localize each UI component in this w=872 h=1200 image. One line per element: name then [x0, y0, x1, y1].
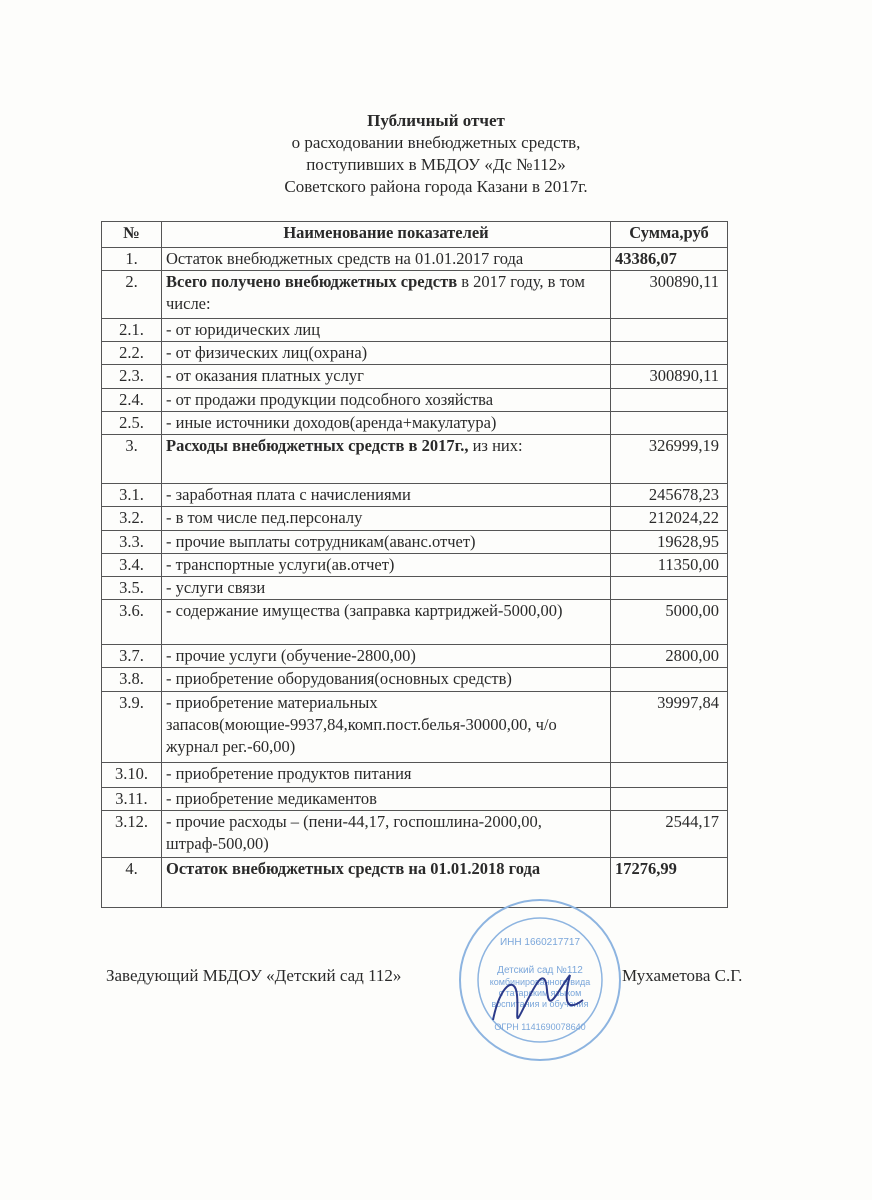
- row-sum: [611, 389, 728, 412]
- row-number: 2.3.: [102, 365, 162, 389]
- svg-text:комбинированного вида: комбинированного вида: [489, 977, 591, 987]
- report-subtitle-1: о расходовании внебюджетных средств,: [291, 133, 581, 152]
- table-row: [102, 600, 728, 645]
- row-number: 3.6.: [102, 600, 162, 645]
- row-name: [162, 435, 611, 484]
- svg-text:воспитания и обучения: воспитания и обучения: [491, 999, 589, 1009]
- row-name: [162, 692, 611, 763]
- svg-text:ИНН 1660217717: ИНН 1660217717: [499, 937, 581, 948]
- row-number: 3.1.: [102, 484, 162, 507]
- row-name: [162, 507, 611, 531]
- table-row: [102, 319, 728, 342]
- row-name-text: - приобретение материальных запасов(моющие-9937,84,комп.пост.белья-30000,00, ч/о журнал рег.-60,00): [166, 693, 557, 756]
- row-sum: [611, 577, 728, 600]
- row-name-text: - от физических лиц(охрана): [166, 343, 368, 362]
- svg-text:с татарским языком: с татарским языком: [498, 988, 582, 998]
- row-name-bold: Расходы внебюджетных средств в 2017г.,: [166, 436, 469, 455]
- row-sum: 245678,23: [611, 484, 728, 507]
- row-name: [162, 389, 611, 412]
- table-row: [102, 811, 728, 858]
- row-name-text: - услуги связи: [166, 578, 266, 597]
- svg-text:ОГРН 1141690078640: ОГРН 1141690078640: [494, 1022, 586, 1032]
- row-name-text: - прочие расходы – (пени-44,17, госпошлина-2000,00, штраф-500,00): [166, 812, 542, 853]
- row-sum: [611, 763, 728, 788]
- row-sum: [611, 342, 728, 365]
- row-name: [162, 248, 611, 271]
- row-name: [162, 645, 611, 668]
- row-sum: 326999,19: [611, 435, 728, 484]
- table-row: [102, 389, 728, 412]
- table-header: [102, 222, 728, 248]
- row-sum: [611, 412, 728, 435]
- row-name-bold: Всего получено внебюджетных средств: [166, 272, 458, 291]
- header-name: Наименование показателей: [162, 222, 611, 248]
- table-row: [102, 668, 728, 692]
- report-subtitle-2: поступивших в МБДОУ «Дс №112»: [306, 155, 566, 174]
- table-row: [102, 645, 728, 668]
- report-heading: Публичный отчет: [367, 111, 505, 130]
- row-name: [162, 342, 611, 365]
- row-name: [162, 319, 611, 342]
- row-number: 2.5.: [102, 412, 162, 435]
- table-row: [102, 365, 728, 389]
- table-row: [102, 531, 728, 554]
- official-stamp: [455, 895, 625, 1065]
- report-subtitle-3: Советского района города Казани в 2017г.: [284, 177, 588, 196]
- row-number: 4.: [102, 858, 162, 908]
- row-name: [162, 788, 611, 811]
- table-row: [102, 788, 728, 811]
- row-number: 2.4.: [102, 389, 162, 412]
- row-name-text: - в том числе пед.персоналу: [166, 508, 363, 527]
- row-name: [162, 668, 611, 692]
- row-sum: 43386,07: [611, 248, 728, 271]
- header-sum: Сумма,руб: [611, 222, 728, 248]
- row-number: 3.9.: [102, 692, 162, 763]
- row-sum: [611, 319, 728, 342]
- row-name-text: - заработная плата с начислениями: [166, 485, 411, 504]
- row-sum: [611, 668, 728, 692]
- row-sum: 39997,84: [611, 692, 728, 763]
- row-sum: 2800,00: [611, 645, 728, 668]
- row-name-text: Остаток внебюджетных средств на 01.01.2017 года: [166, 249, 524, 268]
- row-number: 3.3.: [102, 531, 162, 554]
- row-sum: 2544,17: [611, 811, 728, 858]
- svg-text:Детский сад №112: Детский сад №112: [497, 965, 583, 976]
- row-name-text: - от оказания платных услуг: [166, 366, 364, 385]
- row-number: 2.2.: [102, 342, 162, 365]
- row-name: [162, 811, 611, 858]
- table-row: [102, 342, 728, 365]
- row-number: 2.1.: [102, 319, 162, 342]
- row-name: [162, 577, 611, 600]
- row-number: 3.11.: [102, 788, 162, 811]
- row-sum: 300890,11: [611, 271, 728, 319]
- row-name-text: - приобретение оборудования(основных средств): [166, 669, 512, 688]
- row-name: [162, 763, 611, 788]
- row-name: [162, 365, 611, 389]
- row-sum: 11350,00: [611, 554, 728, 577]
- row-number: 3.5.: [102, 577, 162, 600]
- row-name: [162, 271, 611, 319]
- table-row: [102, 692, 728, 763]
- table-row: [102, 248, 728, 271]
- row-number: 2.: [102, 271, 162, 319]
- row-name-text: - прочие выплаты сотрудникам(аванс.отчет): [166, 532, 476, 551]
- row-name-text: - транспортные услуги(ав.отчет): [166, 555, 395, 574]
- row-name: [162, 484, 611, 507]
- table-row: [102, 412, 728, 435]
- row-name-text: - от продажи продукции подсобного хозяйства: [166, 390, 494, 409]
- row-sum: [611, 788, 728, 811]
- signature-position: Заведующий МБДОУ «Детский сад 112»: [106, 966, 402, 985]
- row-name-text: - приобретение продуктов питания: [166, 764, 412, 783]
- row-sum: 300890,11: [611, 365, 728, 389]
- row-name-text: - содержание имущества (заправка картриджей-5000,00): [166, 601, 563, 620]
- row-name: [162, 412, 611, 435]
- report-table: [101, 221, 728, 908]
- row-sum: 19628,95: [611, 531, 728, 554]
- row-number: 3.: [102, 435, 162, 484]
- row-number: 3.4.: [102, 554, 162, 577]
- row-number: 3.10.: [102, 763, 162, 788]
- row-number: 3.12.: [102, 811, 162, 858]
- row-number: 3.8.: [102, 668, 162, 692]
- row-name-bold: Остаток внебюджетных средств на 01.01.2018 года: [166, 859, 541, 878]
- row-name: [162, 554, 611, 577]
- row-sum: 212024,22: [611, 507, 728, 531]
- row-name-text: из них:: [468, 436, 523, 455]
- row-name-text: - приобретение медикаментов: [166, 789, 377, 808]
- header-number: №: [102, 222, 162, 248]
- table-row: [102, 858, 728, 908]
- row-sum: 17276,99: [611, 858, 728, 908]
- table-row: [102, 763, 728, 788]
- row-sum: 5000,00: [611, 600, 728, 645]
- row-name-text: - от юридических лиц: [166, 320, 321, 339]
- table-row: [102, 271, 728, 319]
- table-row: [102, 435, 728, 484]
- row-number: 3.2.: [102, 507, 162, 531]
- signature-name: Мухаметова С.Г.: [622, 966, 743, 985]
- row-number: 1.: [102, 248, 162, 271]
- row-name: [162, 600, 611, 645]
- row-number: 3.7.: [102, 645, 162, 668]
- row-name: [162, 531, 611, 554]
- row-name-text: - иные источники доходов(аренда+макулатура): [166, 413, 497, 432]
- row-name-text: - прочие услуги (обучение-2800,00): [166, 646, 416, 665]
- table-row: [102, 554, 728, 577]
- table-row: [102, 484, 728, 507]
- table-row: [102, 507, 728, 531]
- report-title: [0, 110, 872, 198]
- table-row: [102, 577, 728, 600]
- row-name-text: в 2017 году, в том числе:: [166, 272, 585, 313]
